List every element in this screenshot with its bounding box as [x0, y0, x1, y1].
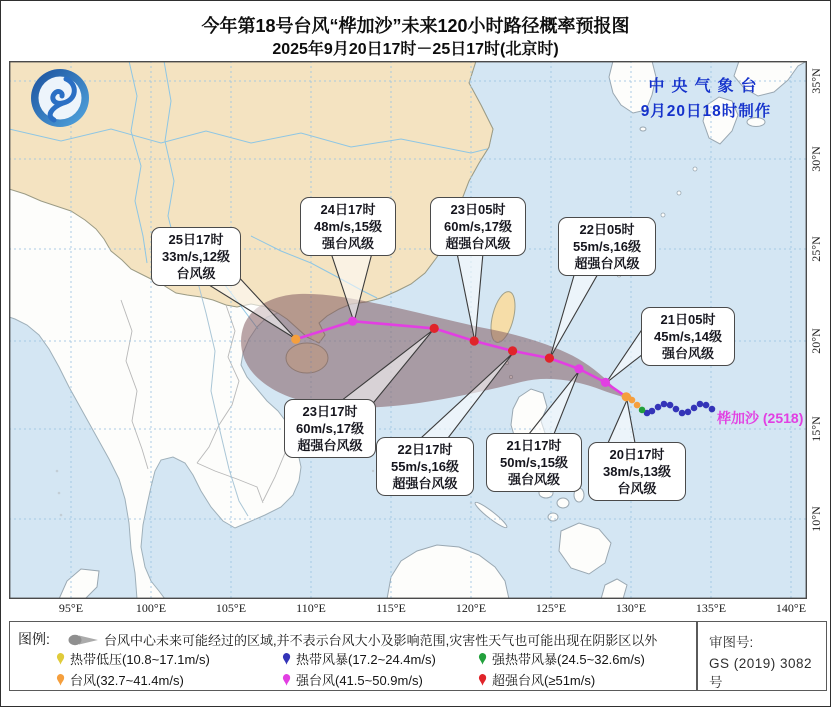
- lon-label: 115°E: [376, 601, 406, 615]
- callout-category: 强台风级: [507, 472, 560, 487]
- typhoon-symbol-icon: [282, 652, 291, 666]
- callout-wind: 55m/s,16级: [573, 239, 641, 254]
- forecast-point: [601, 378, 610, 387]
- observed-point: [655, 404, 662, 411]
- forecast-point: [470, 336, 479, 345]
- callout-wind: 33m/s,12级: [162, 249, 230, 264]
- observed-point: [661, 401, 668, 408]
- callout-time: 21日17时: [506, 438, 562, 453]
- cma-logo-icon: [29, 67, 91, 129]
- callout-category: 超强台风级: [574, 256, 640, 271]
- storm-name-label: 桦加沙 (2518): [717, 410, 804, 426]
- callout-category: 超强台风级: [392, 476, 458, 491]
- callout-time: 23日05时: [450, 202, 506, 217]
- legend-item-severe-tropical-storm: [478, 649, 645, 668]
- typhoon-symbol-icon: [56, 652, 65, 666]
- page-title: 今年第18号台风“桦加沙”未来120小时路径概率预报图: [201, 16, 630, 36]
- callout-wind: 45m/s,14级: [654, 329, 722, 344]
- callout-23d05: [430, 197, 526, 256]
- lon-label: 135°E: [695, 601, 727, 615]
- legend: [9, 621, 697, 691]
- legend-item-label: 热带低压(10.8~17.1m/s): [70, 652, 210, 667]
- map-review-box: [697, 621, 827, 691]
- forecast-point: [508, 346, 517, 355]
- observed-point: [679, 410, 686, 417]
- observed-point: [703, 402, 710, 409]
- callout-22d05: [558, 217, 656, 276]
- observed-point: [639, 407, 646, 414]
- legend-item-label: 强热带风暴(24.5~32.6m/s): [492, 652, 645, 667]
- callout-21d17: [486, 433, 582, 492]
- observed-point: [709, 406, 716, 413]
- legend-item-typhoon: [56, 670, 184, 689]
- callout-wind: 48m/s,15级: [314, 219, 382, 234]
- typhoon-symbol-icon: [282, 673, 291, 687]
- callout-wind: 38m/s,13级: [603, 464, 671, 479]
- callout-category: 强台风级: [661, 346, 714, 361]
- producer-issue-time: 9月20日18时制作: [640, 103, 772, 120]
- lon-label: 100°E: [135, 601, 167, 615]
- lat-label: 10°N: [809, 506, 823, 532]
- callout-time: 22日05时: [579, 222, 635, 237]
- lon-label: 120°E: [455, 601, 487, 615]
- forecast-point: [430, 324, 439, 333]
- lat-label: 15°N: [809, 416, 823, 442]
- callout-20d17: [588, 442, 686, 501]
- callout-time: 25日17时: [168, 232, 224, 247]
- typhoon-symbol-icon: [478, 652, 487, 666]
- legend-cone-note: 台风中心未来可能经过的区域,并不表示台风大小及影响范围,灾害性天气也可能出现在阴影区以外: [104, 633, 658, 648]
- review-label: 审图号:: [709, 635, 754, 650]
- callout-24d17: [300, 197, 396, 256]
- forecast-point: [574, 364, 583, 373]
- callout-category: 超强台风级: [445, 236, 511, 251]
- lat-label: 20°N: [809, 328, 823, 354]
- forecast-point: [622, 392, 631, 401]
- lon-label: 105°E: [215, 601, 247, 615]
- legend-item-severe-typhoon: [282, 670, 423, 689]
- typhoon-symbol-icon: [56, 673, 65, 687]
- lon-label: 95°E: [58, 601, 84, 615]
- legend-title: 图例:: [18, 631, 50, 647]
- callout-time: 20日17时: [609, 447, 665, 462]
- legend-item-label: 超强台风(≥51m/s): [492, 673, 596, 688]
- lat-label: 30°N: [809, 146, 823, 172]
- callout-time: 22日17时: [397, 442, 453, 457]
- lat-label: 25°N: [809, 236, 823, 262]
- callout-category: 台风级: [176, 266, 216, 281]
- callout-wind: 50m/s,15级: [500, 455, 568, 470]
- observed-point: [685, 409, 692, 416]
- callout-21d05: [641, 307, 735, 366]
- callout-wind: 60m/s,17级: [296, 421, 364, 436]
- callout-wind: 55m/s,16级: [391, 459, 459, 474]
- legend-item-tropical-storm: [282, 649, 436, 668]
- lon-label: 130°E: [615, 601, 647, 615]
- legend-item-label: 台风(32.7~41.4m/s): [70, 673, 184, 688]
- legend-item-label: 热带风暴(17.2~24.4m/s): [296, 652, 436, 667]
- callout-time: 23日17时: [302, 404, 358, 419]
- observed-point: [691, 405, 698, 412]
- callout-category: 超强台风级: [297, 438, 363, 453]
- callout-22d17: [376, 437, 474, 496]
- producer-watermark: [616, 73, 796, 121]
- callout-category: 强台风级: [321, 236, 374, 251]
- page-subtitle: 2025年9月20日17时－25日17时(北京时): [272, 41, 559, 58]
- forecast-point: [348, 317, 357, 326]
- forecast-point: [545, 354, 554, 363]
- callout-time: 24日17时: [320, 202, 376, 217]
- lon-label: 110°E: [296, 601, 326, 615]
- observed-point: [697, 401, 704, 408]
- typhoon-symbol-icon: [478, 673, 487, 687]
- callout-23d17: [284, 399, 376, 458]
- callout-25d17: [151, 227, 241, 286]
- legend-item-super-typhoon: [478, 670, 595, 689]
- lon-label: 140°E: [775, 601, 807, 615]
- callout-category: 台风级: [617, 481, 657, 496]
- producer-name: 中央气象台: [648, 78, 764, 95]
- legend-item-tropical-depression: [56, 649, 210, 668]
- callout-wind: 60m/s,17级: [444, 219, 512, 234]
- callout-time: 21日05时: [660, 312, 716, 327]
- review-number: GS (2019) 3082号: [709, 656, 813, 690]
- observed-point: [673, 406, 680, 413]
- cone-icon: [65, 632, 101, 648]
- observed-point: [634, 402, 641, 409]
- legend-item-label: 强台风(41.5~50.9m/s): [296, 673, 423, 688]
- lat-label: 35°N: [809, 68, 823, 94]
- lon-label: 125°E: [535, 601, 567, 615]
- observed-point: [667, 402, 674, 409]
- forecast-point: [291, 335, 300, 344]
